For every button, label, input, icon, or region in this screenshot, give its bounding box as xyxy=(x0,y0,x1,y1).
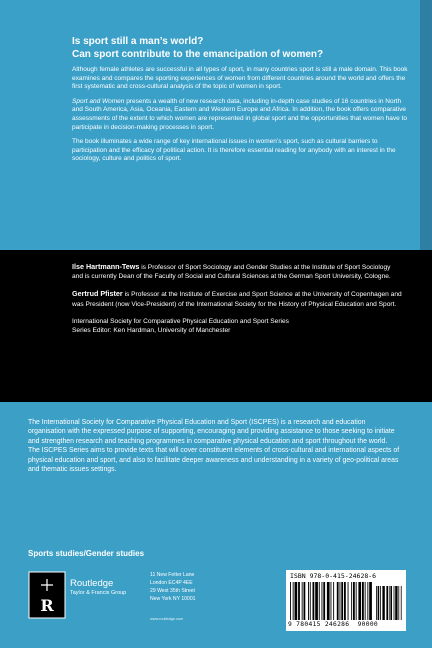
address-line: New York NY 10001 xyxy=(150,596,196,603)
barcode-digits xyxy=(288,621,378,628)
barcode-bar xyxy=(304,582,306,620)
publisher-address xyxy=(150,571,196,603)
blurb xyxy=(72,35,412,170)
barcode-bar xyxy=(337,582,339,620)
barcode-bar xyxy=(331,582,332,620)
barcode-addon-bar xyxy=(398,586,399,620)
barcode-bar xyxy=(365,582,366,620)
blurb-paragraph-2 xyxy=(72,98,412,132)
blurb-question-1: Is sport still a man’s world? xyxy=(72,36,204,47)
blurb-paragraph-2-text: presents a wealth of new research data, including in-depth case studies of 16 countries in North and South America, Asia, Oceania, Eastern and Western Europe and Africa. In addition, the book offers comparative assessments of the extent to which women are represented in global sport and the opportunities that women have to participate in decision-making processes in sport. xyxy=(72,97,407,131)
author-name-2: Gertrud Pfister xyxy=(72,289,123,299)
iscpes-description: The International Society for Comparative Physical Education and Sport (ISCPES) is a research and education organisation with the expressed purpose of supporting, encouraging and providing assistance to those seeking to initiate and strengthen research and teaching programmes in comparative physical education and sport throughout the world. The ISCPES Series aims to provide texts that will cover constituent elements of cross-cultural and international aspects of physical education and sport, and also to facilitate deeper awareness and understanding in a variety of geo-political areas and thematic issues settings. xyxy=(28,419,400,474)
blurb-paragraph-1: Although female athletes are successful in all types of sport, in many countries sport is still a male domain. This book examines and compares the sporting experiences of women from different countries around the world and offers the first systematic and cross-cultural analysis of the topic of women in sport. xyxy=(72,66,408,91)
barcode-bar xyxy=(367,582,368,620)
isbn-text xyxy=(290,572,376,580)
barcode xyxy=(286,570,406,631)
barcode-bar xyxy=(322,582,323,620)
barcode-bar xyxy=(313,582,315,620)
barcode-bar xyxy=(353,582,355,620)
publisher-name: Routledge xyxy=(70,578,114,589)
barcode-bar xyxy=(302,582,303,620)
barcode-bar xyxy=(340,582,341,620)
author-bios xyxy=(72,262,402,335)
author-bio-text-1: is Professor of Sport Sociology and Gender Studies at the Institute of Sport Sociology and is currently Dean of the Faculty of Social and Cultural Sciences at the German Sport University, Cologne. xyxy=(72,264,391,281)
ean-digits: 9 780415 246286 xyxy=(288,621,350,628)
barcode-bar xyxy=(369,582,372,620)
barcode-bar xyxy=(290,582,291,620)
author-bio-1 xyxy=(72,262,402,281)
address-line: 29 West 35th Street xyxy=(150,588,195,595)
barcode-bar xyxy=(344,582,346,620)
barcode-bar xyxy=(293,582,294,620)
address-line: 11 New Fetter Lane xyxy=(150,572,195,578)
barcode-addon-bar xyxy=(386,586,388,620)
barcode-addon-bar xyxy=(382,586,384,620)
barcode-addon-bar xyxy=(389,586,390,620)
author-bio-text-2: is Professor at the Institute of Exercise and Sport Science at the University of Copenhagen and was President (now Vice-President) of the International Society for the History of Physical Education and Sport. xyxy=(72,291,402,308)
barcode-bar xyxy=(351,582,352,620)
series-name: International Society for Comparative Physical Education and Sport Series xyxy=(72,317,289,325)
barcode-addon-bar xyxy=(380,586,381,620)
address-line: London EC4P 4EE xyxy=(150,580,193,587)
barcode-bar xyxy=(323,582,325,620)
spine-edge xyxy=(420,0,432,250)
barcode-addon-bar xyxy=(401,586,402,620)
barcode-bar xyxy=(362,582,364,620)
barcode-bar xyxy=(310,582,311,620)
barcode-bar xyxy=(295,582,298,620)
barcode-bar xyxy=(333,582,334,620)
barcode-bar xyxy=(308,582,309,620)
routledge-logo-icon xyxy=(28,571,66,619)
logo-letter: R xyxy=(40,596,54,615)
barcode-addon-bar xyxy=(378,586,380,620)
barcode-bars xyxy=(290,582,403,620)
series-editor: Series Editor: Ken Hardman, University of Manchester xyxy=(72,327,231,335)
barcode-addon-bar xyxy=(395,586,397,620)
barcode-addon-bar xyxy=(394,586,395,620)
barcode-bar xyxy=(348,582,349,620)
barcode-bar xyxy=(358,582,361,620)
price-code: 90000 xyxy=(357,621,379,628)
barcode-bar xyxy=(298,582,300,620)
barcode-bar xyxy=(356,582,357,620)
barcode-bar xyxy=(341,582,343,620)
barcode-addon-bar xyxy=(390,586,392,620)
publisher-group: Taylor & Francis Group xyxy=(70,590,127,596)
book-title-italic: Sport and Women xyxy=(72,97,125,105)
author-name-1: Ilse Hartmann-Tews xyxy=(72,262,140,271)
barcode-bar xyxy=(315,582,318,620)
blurb-question-2: Can sport contribute to the emancipation of women? xyxy=(72,49,324,60)
blurb-paragraph-3: The book illuminates a wide range of key international issues in women’s sport, such as cultural barriers to participation and the efficacy of political action. It is therefore essential reading for anybody with an interest in the sociology, culture and politics of sport. xyxy=(72,138,396,163)
barcode-bar xyxy=(319,582,320,620)
publisher-website: www.routledge.com xyxy=(150,617,184,621)
series-info xyxy=(72,317,402,335)
barcode-addon-bar xyxy=(376,586,377,620)
subject-category: Sports studies/Gender studies xyxy=(28,549,145,558)
isbn-number: ISBN 978-0-415-24628-6 xyxy=(290,572,377,580)
author-bio-2 xyxy=(72,289,402,308)
barcode-bar xyxy=(327,582,330,620)
